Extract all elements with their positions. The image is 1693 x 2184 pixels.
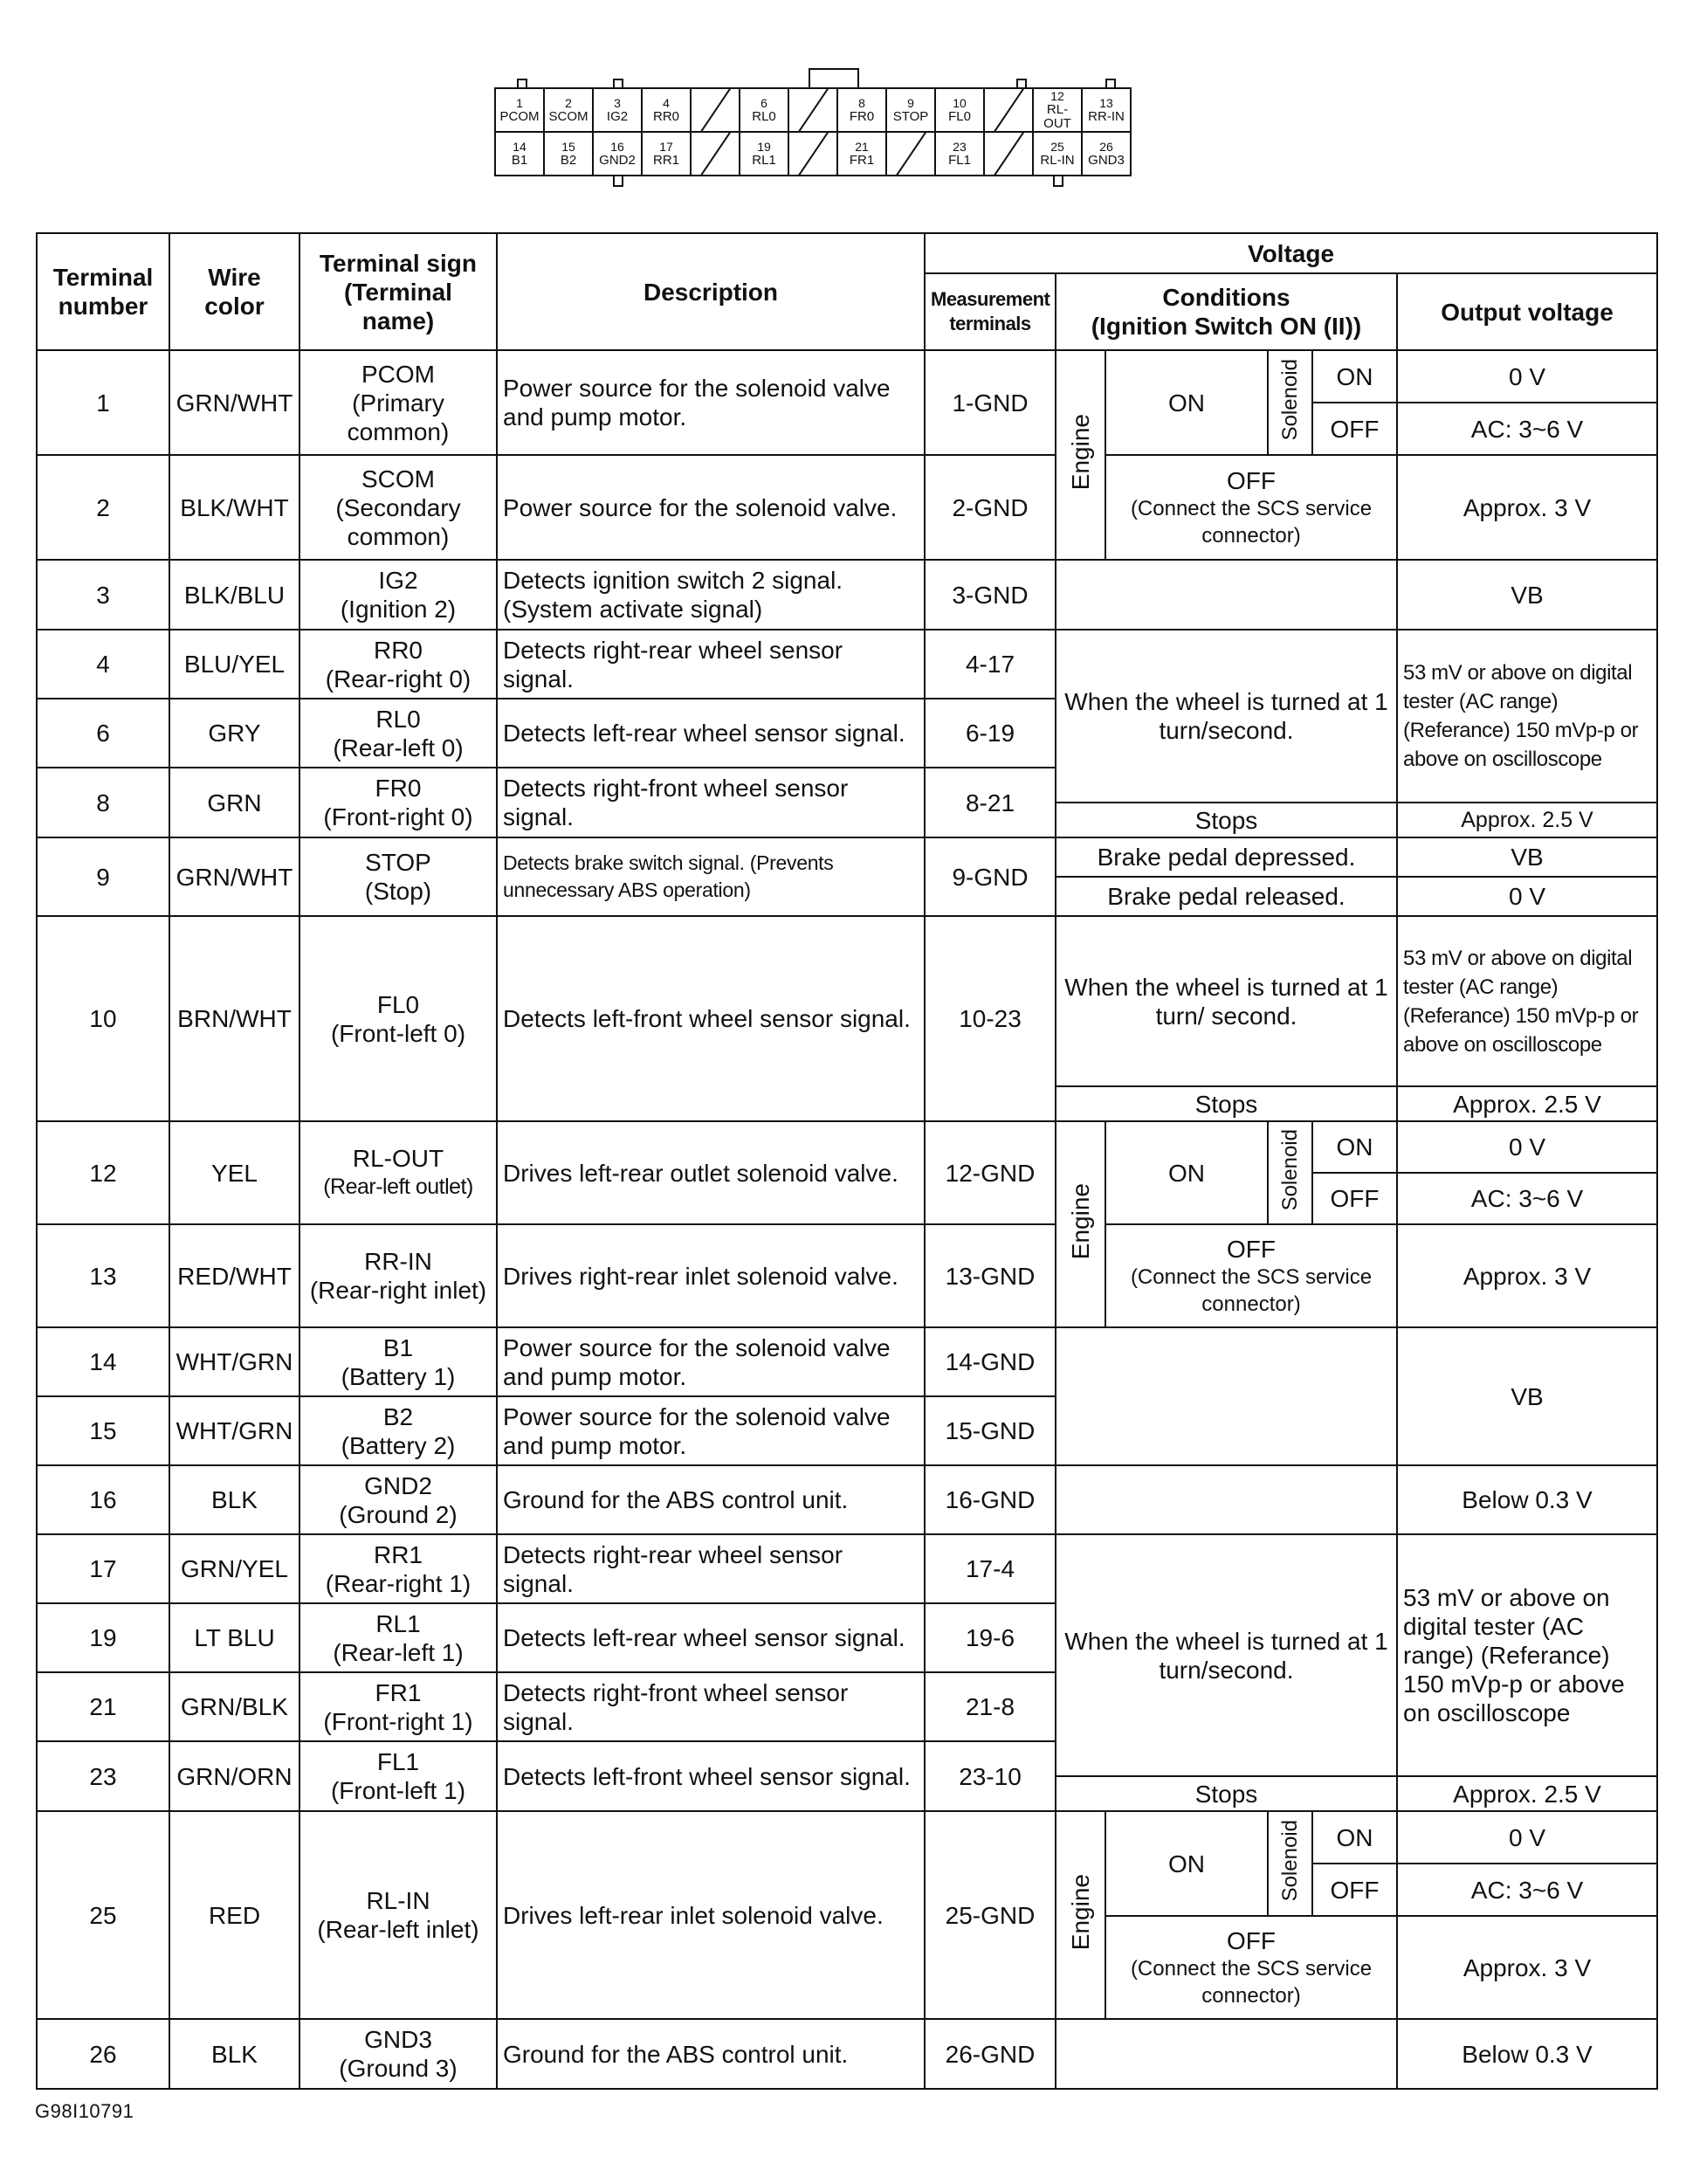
description: Power source for the solenoid valve and pump motor. <box>497 1396 925 1465</box>
terminal-number: 13 <box>37 1224 169 1327</box>
terminal-sign-text: GND3 <box>364 2026 432 2053</box>
description: Detects right-front wheel sensor signal. <box>497 768 925 837</box>
terminal-sign <box>299 350 497 455</box>
measurement-terminals: 3-GND <box>925 560 1056 630</box>
terminal-sign <box>299 916 497 1121</box>
wire-color: RED <box>169 1811 299 2019</box>
description: Detects left-front wheel sensor signal. <box>497 916 925 1121</box>
solenoid-label-text: Solenoid <box>1278 1128 1302 1211</box>
terminal-name-text: (Front-right 1) <box>323 1707 473 1735</box>
connector-pin <box>885 87 936 133</box>
terminal-name-text: (Rear-left outlet) <box>323 1175 473 1199</box>
solenoid-label-text: Solenoid <box>1278 358 1302 441</box>
header-terminal-number: Terminal number <box>37 233 169 350</box>
measurement-terminals: 9-GND <box>925 837 1056 916</box>
wire-color: RED/WHT <box>169 1224 299 1327</box>
connector-pin <box>1032 87 1083 133</box>
engine-on-label: ON <box>1105 1121 1268 1224</box>
wire-color: YEL <box>169 1121 299 1224</box>
terminal-sign <box>299 1741 497 1811</box>
wire-color: GRN/YEL <box>169 1534 299 1603</box>
terminal-number: 14 <box>37 1327 169 1396</box>
output-voltage: AC: 3~6 V <box>1397 1864 1657 1916</box>
wire-color: BLK/WHT <box>169 455 299 560</box>
connector-pin <box>494 87 545 133</box>
engine-off-label: OFF <box>1227 1235 1276 1263</box>
description: Detects ignition switch 2 signal. (System activate signal) <box>497 560 925 630</box>
engine-on-label: ON <box>1105 1811 1268 1916</box>
terminal-table <box>36 232 1658 2090</box>
connector-pin-sign: RL-IN <box>1040 153 1075 168</box>
output-voltage: Approx. 2.5 V <box>1397 1086 1657 1121</box>
connector-pin-unused <box>983 87 1034 133</box>
terminal-sign-text: RL0 <box>375 705 421 733</box>
terminal-sign <box>299 1534 497 1603</box>
terminal-name-text: (Rear-right 0) <box>325 665 471 692</box>
connector-pin-number: 3 <box>614 96 621 110</box>
terminal-number: 6 <box>37 699 169 768</box>
engine-on-label: ON <box>1105 350 1268 455</box>
connector-tab <box>613 176 623 187</box>
terminal-name-text: (Rear-right 1) <box>325 1569 471 1597</box>
header-terminal-sign-text: Terminal sign <box>320 249 477 277</box>
solenoid-label <box>1268 350 1312 455</box>
wheel-turn-condition: When the wheel is turned at 1 turn/second. <box>1056 1534 1397 1776</box>
terminal-sign <box>299 1811 497 2019</box>
measurement-terminals: 2-GND <box>925 455 1056 560</box>
table-row <box>37 1327 1657 1396</box>
terminal-sign <box>299 2019 497 2089</box>
wire-color: BLK <box>169 2019 299 2089</box>
scs-connector-note: (Connect the SCS service connector) <box>1130 1956 1373 2008</box>
connector-pin-unused <box>788 87 838 133</box>
terminal-sign-text: STOP <box>365 849 431 876</box>
wire-color: LT BLU <box>169 1603 299 1672</box>
table-row <box>37 1224 1657 1276</box>
terminal-sign-text: B1 <box>382 1333 414 1361</box>
table-row <box>37 837 1657 877</box>
brake-released-condition: Brake pedal released. <box>1056 877 1397 916</box>
description: Ground for the ABS control unit. <box>497 1465 925 1534</box>
terminal-number: 3 <box>37 560 169 630</box>
description: Detects right-rear wheel sensor signal. <box>497 630 925 699</box>
connector-pin-number: 19 <box>757 140 771 154</box>
header-description: Description <box>497 233 925 350</box>
terminal-sign-text: GND2 <box>364 1471 432 1499</box>
terminal-sign <box>299 1224 497 1327</box>
terminal-name-text: (Secondary common) <box>335 493 461 550</box>
description: Power source for the solenoid valve. <box>497 455 925 560</box>
connector-pin <box>934 131 985 176</box>
output-voltage: 53 mV or above on digital tester (AC range) (Referance) 150 mVp-p or above on oscilloscope <box>1397 916 1657 1086</box>
solenoid-label <box>1268 1121 1312 1224</box>
connector-pin <box>494 131 545 176</box>
output-voltage: Approx. 3 V <box>1397 1224 1657 1327</box>
connector-pin-number: 14 <box>513 140 526 154</box>
connector-pin-sign: PCOM <box>499 109 540 124</box>
terminal-name-text: (Front-right 0) <box>323 803 473 830</box>
table-row <box>37 560 1657 630</box>
description: Detects right-front wheel sensor signal. <box>497 1672 925 1741</box>
connector-pin-number: 23 <box>953 140 967 154</box>
connector-pin-number: 4 <box>663 96 670 110</box>
figure-code: G98I10791 <box>35 2100 134 2122</box>
terminal-number: 17 <box>37 1534 169 1603</box>
table-row <box>37 916 1657 1086</box>
output-voltage: 53 mV or above on digital tester (AC range) (Referance) 150 mVp-p or above on oscilloscope <box>1397 1534 1657 1776</box>
stops-condition: Stops <box>1056 1776 1397 1811</box>
connector-pin-sign: FL1 <box>948 153 971 168</box>
wire-color: GRN <box>169 768 299 837</box>
connector-pin-number: 2 <box>565 96 572 110</box>
table-row <box>37 1534 1657 1603</box>
connector-pin-sign: B2 <box>560 153 577 168</box>
connector-pin-sign: STOP <box>892 109 929 124</box>
terminal-name-text: (Battery 2) <box>341 1431 456 1459</box>
output-voltage: Below 0.3 V <box>1397 1465 1657 1534</box>
connector-pin-sign: B1 <box>511 153 528 168</box>
scs-connector-note: (Connect the SCS service connector) <box>1130 496 1373 548</box>
connector-pin-number: 1 <box>516 96 523 110</box>
terminal-sign-text: RR0 <box>373 636 423 664</box>
connector-pin <box>1081 87 1132 133</box>
output-voltage: 0 V <box>1397 350 1657 403</box>
solenoid-on: ON <box>1312 1121 1397 1173</box>
connector-pin-sign: RL1 <box>752 153 776 168</box>
connector-tab <box>1053 176 1063 187</box>
terminal-name-text: (Ground 3) <box>339 2055 458 2082</box>
connector-pin-sign: RR0 <box>652 109 679 124</box>
solenoid-on: ON <box>1312 1811 1397 1864</box>
measurement-terminals: 4-17 <box>925 630 1056 699</box>
measurement-terminals: 17-4 <box>925 1534 1056 1603</box>
description: Power source for the solenoid valve and pump motor. <box>497 1327 925 1396</box>
terminal-sign-text: RR-IN <box>364 1248 432 1275</box>
terminal-number: 12 <box>37 1121 169 1224</box>
header-conditions <box>1056 273 1397 350</box>
terminal-sign-text: SCOM <box>361 465 435 493</box>
description: Power source for the solenoid valve and pump motor. <box>497 350 925 455</box>
connector-pin-unused <box>885 131 936 176</box>
connector-pin-number: 6 <box>760 96 767 110</box>
table-row <box>37 455 1657 507</box>
wire-color: GRN/BLK <box>169 1672 299 1741</box>
terminal-number: 21 <box>37 1672 169 1741</box>
terminal-sign <box>299 630 497 699</box>
connector-pin-number: 16 <box>610 140 624 154</box>
solenoid-off: OFF <box>1312 1173 1397 1224</box>
header-wire-color: Wire color <box>169 233 299 350</box>
terminal-number: 25 <box>37 1811 169 2019</box>
measurement-terminals: 16-GND <box>925 1465 1056 1534</box>
measurement-terminals: 23-10 <box>925 1741 1056 1811</box>
description: Drives right-rear inlet solenoid valve. <box>497 1224 925 1327</box>
table-row <box>37 2019 1657 2089</box>
header-terminal-name-text: (Terminal name) <box>344 278 452 334</box>
wire-color: WHT/GRN <box>169 1327 299 1396</box>
terminal-name-text: (Ignition 2) <box>340 596 457 623</box>
header-measurement-terminals: Measurement terminals <box>925 273 1056 350</box>
connector-pin-number: 25 <box>1050 140 1064 154</box>
table-row <box>37 1465 1657 1534</box>
output-voltage: Approx. 2.5 V <box>1397 803 1657 837</box>
terminal-sign <box>299 1396 497 1465</box>
output-voltage: AC: 3~6 V <box>1397 403 1657 455</box>
measurement-terminals: 19-6 <box>925 1603 1056 1672</box>
terminal-sign <box>299 455 497 560</box>
stops-condition: Stops <box>1056 803 1397 837</box>
terminal-number: 10 <box>37 916 169 1121</box>
description: Detects left-front wheel sensor signal. <box>497 1741 925 1811</box>
connector-pin-number: 17 <box>659 140 673 154</box>
terminal-name-text: (Rear-left 0) <box>333 734 464 761</box>
measurement-terminals: 6-19 <box>925 699 1056 768</box>
description: Detects brake switch signal. (Prevents unnecessary ABS operation) <box>497 837 925 916</box>
output-voltage: 0 V <box>1397 877 1657 916</box>
engine-off-condition <box>1105 1916 1397 2019</box>
table-header <box>37 233 1657 350</box>
connector-pin-sign: GND3 <box>1088 153 1125 168</box>
connector-pin <box>934 87 985 133</box>
terminal-number: 2 <box>37 455 169 560</box>
wire-color: BLU/YEL <box>169 630 299 699</box>
connector-pin-number: 9 <box>907 96 914 110</box>
terminal-name-text: (Ground 2) <box>339 1500 458 1528</box>
engine-label-text: Engine <box>1067 413 1094 491</box>
empty-condition <box>1056 1327 1397 1465</box>
description: Ground for the ABS control unit. <box>497 2019 925 2089</box>
output-voltage: VB <box>1397 837 1657 877</box>
wheel-turn-condition: When the wheel is turned at 1 turn/ second. <box>1056 916 1397 1086</box>
connector-pin-number: 8 <box>858 96 865 110</box>
connector-tab <box>809 68 859 89</box>
output-voltage: AC: 3~6 V <box>1397 1173 1657 1224</box>
solenoid-label <box>1268 1811 1312 1916</box>
connector-pin-sign: RL-OUT <box>1043 102 1071 131</box>
measurement-terminals: 1-GND <box>925 350 1056 455</box>
terminal-name-text: (Rear-left 1) <box>333 1638 464 1666</box>
connector-pin <box>1081 131 1132 176</box>
terminal-sign-text: FR0 <box>375 775 422 802</box>
table-row <box>37 1811 1657 1864</box>
connector-pin-number: 26 <box>1099 140 1113 154</box>
terminal-sign-text: RL-IN <box>366 1887 430 1914</box>
terminal-sign <box>299 1672 497 1741</box>
terminal-number: 8 <box>37 768 169 837</box>
engine-label <box>1056 1811 1105 2019</box>
wire-color: GRN/ORN <box>169 1741 299 1811</box>
connector-pin <box>836 87 887 133</box>
terminal-number: 26 <box>37 2019 169 2089</box>
terminal-sign <box>299 1121 497 1224</box>
connector-pin-number: 21 <box>855 140 869 154</box>
terminal-sign-text: RR1 <box>373 1540 423 1568</box>
description: Detects left-rear wheel sensor signal. <box>497 699 925 768</box>
scs-connector-note: (Connect the SCS service connector) <box>1130 1264 1373 1316</box>
output-voltage: 0 V <box>1397 1811 1657 1864</box>
terminal-sign-text: IG2 <box>378 567 418 594</box>
connector-pin-sign: FR0 <box>849 109 875 124</box>
connector-pin-sign: RR-IN <box>1088 109 1125 124</box>
header-output-voltage: Output voltage <box>1397 273 1657 350</box>
output-voltage: 0 V <box>1397 1121 1657 1173</box>
table-row <box>37 1121 1657 1173</box>
header-conditions-text: Conditions <box>1162 284 1290 311</box>
terminal-number: 1 <box>37 350 169 455</box>
terminal-name-text: (Front-left 0) <box>330 1019 466 1047</box>
terminal-number: 19 <box>37 1603 169 1672</box>
wheel-turn-condition: When the wheel is turned at 1 turn/second. <box>1056 630 1397 803</box>
terminal-name-text: (Front-left 1) <box>330 1777 466 1804</box>
connector-pin <box>836 131 887 176</box>
measurement-terminals: 15-GND <box>925 1396 1056 1465</box>
terminal-sign <box>299 1603 497 1672</box>
header-terminal-sign <box>299 233 497 350</box>
output-voltage: Approx. 3 V <box>1397 455 1657 560</box>
header-conditions-sub: (Ignition Switch ON (II)) <box>1091 313 1362 340</box>
engine-off-label: OFF <box>1227 1926 1276 1954</box>
measurement-terminals: 25-GND <box>925 1811 1056 2019</box>
wire-color: BLK <box>169 1465 299 1534</box>
terminal-number: 9 <box>37 837 169 916</box>
terminal-sign <box>299 699 497 768</box>
engine-label <box>1056 350 1105 560</box>
engine-off-label: OFF <box>1227 466 1276 494</box>
measurement-terminals: 14-GND <box>925 1327 1056 1396</box>
measurement-terminals: 10-23 <box>925 916 1056 1121</box>
terminal-sign <box>299 560 497 630</box>
measurement-terminals: 12-GND <box>925 1121 1056 1224</box>
wire-color: GRN/WHT <box>169 837 299 916</box>
engine-off-condition <box>1105 455 1397 560</box>
measurement-terminals: 8-21 <box>925 768 1056 837</box>
connector-pin <box>543 87 594 133</box>
connector-pin <box>592 87 643 133</box>
terminal-sign <box>299 1327 497 1396</box>
description: Drives left-rear outlet solenoid valve. <box>497 1121 925 1224</box>
engine-label <box>1056 1121 1105 1327</box>
connector-pin-unused <box>983 131 1034 176</box>
terminal-name-text: (Stop) <box>364 878 432 905</box>
connector-pin-sign: FL0 <box>948 109 971 124</box>
connector-pin-number: 15 <box>561 140 575 154</box>
connector-pin <box>641 87 692 133</box>
connector-pin-sign: IG2 <box>606 109 629 124</box>
wire-color: WHT/GRN <box>169 1396 299 1465</box>
connector-pin-number: 12 <box>1050 89 1064 103</box>
terminal-sign-text: RL1 <box>375 1609 421 1637</box>
output-voltage: Approx. 2.5 V <box>1397 1776 1657 1811</box>
connector-pin-unused <box>690 131 740 176</box>
empty-condition <box>1056 2019 1397 2089</box>
measurement-terminals: 13-GND <box>925 1224 1056 1327</box>
terminal-sign <box>299 1465 497 1534</box>
output-voltage: Below 0.3 V <box>1397 2019 1657 2089</box>
connector-pin-sign: RL0 <box>752 109 776 124</box>
connector-pin-sign: RR1 <box>652 153 679 168</box>
wire-color: BRN/WHT <box>169 916 299 1121</box>
terminal-sign-text: B2 <box>382 1402 414 1430</box>
terminal-number: 23 <box>37 1741 169 1811</box>
solenoid-off: OFF <box>1312 403 1397 455</box>
description: Detects right-rear wheel sensor signal. <box>497 1534 925 1603</box>
engine-label-text: Engine <box>1067 1873 1094 1951</box>
connector-pin-number: 10 <box>953 96 967 110</box>
description: Detects left-rear wheel sensor signal. <box>497 1603 925 1672</box>
connector-pin-unused <box>690 87 740 133</box>
terminal-sign <box>299 837 497 916</box>
wire-color: BLK/BLU <box>169 560 299 630</box>
terminal-number: 16 <box>37 1465 169 1534</box>
wire-color: GRN/WHT <box>169 350 299 455</box>
engine-label-text: Engine <box>1067 1182 1094 1260</box>
header-voltage: Voltage <box>925 233 1657 273</box>
measurement-terminals: 21-8 <box>925 1672 1056 1741</box>
terminal-number: 4 <box>37 630 169 699</box>
terminal-sign-text: FL0 <box>376 990 420 1018</box>
connector-pin <box>1032 131 1083 176</box>
engine-off-condition <box>1105 1224 1397 1327</box>
table-row <box>37 350 1657 403</box>
terminal-sign-text: FR1 <box>375 1678 422 1706</box>
connector-pin-sign: GND2 <box>599 153 636 168</box>
measurement-terminals: 26-GND <box>925 2019 1056 2089</box>
brake-depressed-condition: Brake pedal depressed. <box>1056 837 1397 877</box>
terminal-number: 15 <box>37 1396 169 1465</box>
solenoid-on: ON <box>1312 350 1397 403</box>
output-voltage: Approx. 3 V <box>1397 1916 1657 2019</box>
connector-pin <box>739 131 789 176</box>
terminal-sign <box>299 768 497 837</box>
terminal-sign-text: FL1 <box>376 1748 420 1775</box>
wire-color: GRY <box>169 699 299 768</box>
connector-pin-unused <box>788 131 838 176</box>
description: Drives left-rear inlet solenoid valve. <box>497 1811 925 2019</box>
connector-pin-sign: SCOM <box>548 109 588 124</box>
connector-pin-number: 13 <box>1099 96 1113 110</box>
solenoid-off: OFF <box>1312 1864 1397 1916</box>
terminal-name-text: (Rear-left inlet) <box>317 1916 479 1943</box>
terminal-sign-text: RL-OUT <box>352 1145 444 1172</box>
terminal-sign-text: PCOM <box>361 360 435 388</box>
terminal-name-text: (Primary common) <box>347 389 450 445</box>
output-voltage: VB <box>1397 560 1657 630</box>
connector-pin-sign: FR1 <box>849 153 875 168</box>
empty-condition <box>1056 1465 1397 1534</box>
connector-pin <box>592 131 643 176</box>
stops-condition: Stops <box>1056 1086 1397 1121</box>
empty-condition <box>1056 560 1397 630</box>
output-voltage: VB <box>1397 1327 1657 1465</box>
connector-pin <box>641 131 692 176</box>
terminal-name-text: (Rear-right inlet) <box>309 1277 487 1304</box>
terminal-name-text: (Battery 1) <box>341 1362 456 1390</box>
connector-pin <box>739 87 789 133</box>
connector-pin <box>543 131 594 176</box>
table-row <box>37 630 1657 699</box>
output-voltage: 53 mV or above on digital tester (AC range) (Referance) 150 mVp-p or above on oscilloscope <box>1397 630 1657 803</box>
solenoid-label-text: Solenoid <box>1278 1819 1302 1902</box>
